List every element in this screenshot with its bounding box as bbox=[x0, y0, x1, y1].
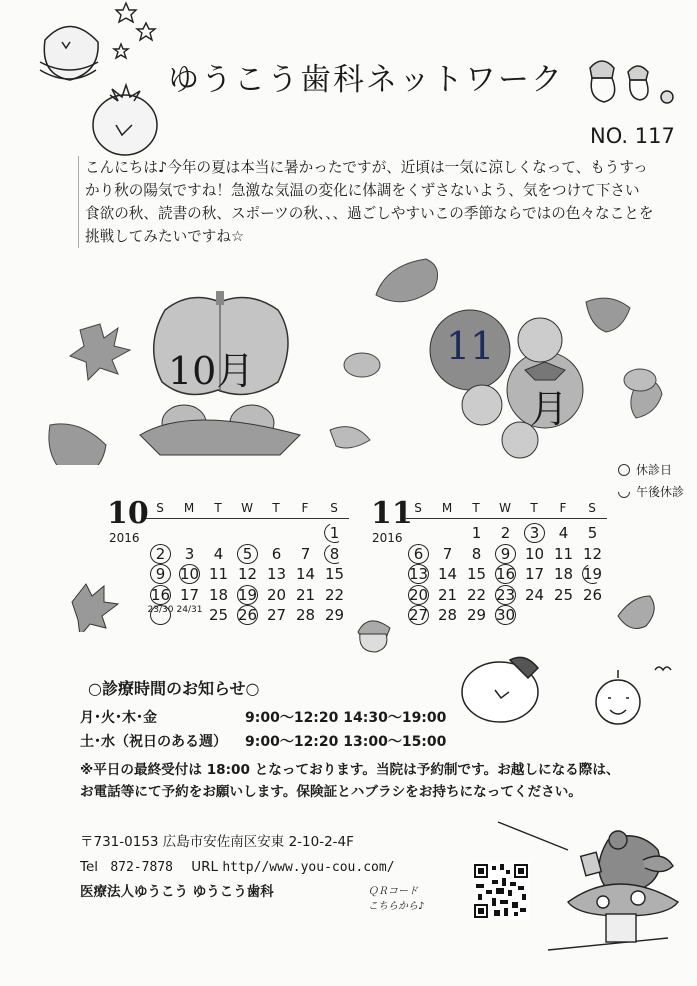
calendar-empty bbox=[175, 523, 204, 544]
calendar-day: 7 bbox=[442, 544, 453, 563]
calendar-day: 26 bbox=[233, 605, 262, 626]
legend-afternoon-label: 午後休診 bbox=[636, 485, 685, 499]
calendar-day: 21 bbox=[295, 585, 316, 604]
calendar-day: 29 bbox=[324, 606, 345, 624]
november-label-unit: 月 bbox=[530, 387, 569, 431]
calendar-day: 24/31 bbox=[176, 605, 203, 615]
closed-mark-icon bbox=[618, 464, 630, 476]
calendar-empty bbox=[204, 523, 233, 544]
weekday-label: T bbox=[214, 501, 223, 515]
calendar-day: 5 bbox=[587, 524, 598, 542]
calendar-day: 1 bbox=[471, 524, 482, 542]
calendar-day: 12 bbox=[237, 565, 258, 583]
calendar-day: 14 bbox=[295, 565, 316, 583]
weekday-label: S bbox=[330, 501, 339, 515]
hours-row bbox=[80, 706, 446, 730]
calendar-day: 28 bbox=[437, 606, 458, 624]
notice-title: ○診療時間のお知らせ○ bbox=[88, 679, 260, 698]
hours-row bbox=[80, 730, 446, 754]
acorn-icon bbox=[350, 608, 400, 658]
hours-times: 9:00～12:20 14:30～19:00 bbox=[245, 710, 447, 726]
calendar-day: 25 bbox=[553, 585, 574, 604]
calendar-day: 26 bbox=[582, 585, 603, 604]
calendar-day: 4 bbox=[213, 544, 224, 563]
calendar-day: 18 bbox=[553, 565, 574, 583]
autumn-illustration bbox=[0, 255, 697, 465]
calendar-day: 1 bbox=[320, 523, 349, 544]
calendar-day: 11 bbox=[553, 544, 574, 563]
newsletter-title: ゆうこう歯科ネットワーク bbox=[168, 62, 564, 98]
calendar-day: 2 bbox=[146, 544, 175, 565]
calendar-day: 25 bbox=[208, 606, 229, 624]
url-label: URL bbox=[191, 858, 219, 875]
hours-times: 9:00～12:20 13:00～15:00 bbox=[245, 734, 447, 750]
calendar-day: 3 bbox=[184, 544, 195, 563]
address: 〒731-0153 広島市安佐南区安東 2-10-2-4F bbox=[80, 834, 354, 850]
november-year: 2016 bbox=[372, 531, 403, 545]
calendar-day: 30 bbox=[491, 605, 520, 626]
weekday-label: S bbox=[156, 501, 165, 515]
calendar-day: 14 bbox=[437, 565, 458, 583]
calendar-day: 27 bbox=[404, 605, 433, 626]
calendar-day: 8 bbox=[320, 544, 349, 565]
calendar-day: 19 bbox=[578, 564, 607, 585]
tel-label: Tel bbox=[80, 858, 99, 875]
issue-number: NO. 117 bbox=[590, 124, 675, 148]
legend-afternoon bbox=[618, 483, 684, 500]
calendar-empty bbox=[233, 523, 262, 544]
calendar-day: 23/30 bbox=[146, 605, 175, 626]
weekday-label: W bbox=[499, 501, 512, 515]
half-closed-mark-icon bbox=[616, 483, 633, 500]
calendar-day: 12 bbox=[582, 544, 603, 563]
calendar-day: 23 bbox=[491, 585, 520, 606]
hours-days: 月･火･木･金 bbox=[80, 710, 157, 726]
calendar-day: 13 bbox=[266, 565, 287, 583]
weekday-label: S bbox=[414, 501, 423, 515]
weekday-label: T bbox=[272, 501, 281, 515]
calendar-day: 2 bbox=[500, 524, 511, 542]
calendar-day: 16 bbox=[146, 585, 175, 606]
calendar-day: 10 bbox=[524, 544, 545, 563]
november-month: 11 bbox=[371, 496, 413, 531]
intro-text: こんにちは♪今年の夏は本当に暑かったですが、近頃は一気に涼しくなって、もうすっ かり秋の陽気ですね！急激な気温の変化に体調をくずさないよう、気をつけて下さい 食欲の秋、読書の秋、スポーツの秋、、、過ごしやすいこの季節ならではの色々なことを 挑戦してみたいですね☆ bbox=[78, 156, 681, 248]
tel-number: 872-7878 bbox=[110, 859, 173, 875]
november-weekdays bbox=[404, 501, 607, 519]
hours-list bbox=[80, 706, 446, 754]
october-calendar bbox=[146, 501, 349, 626]
calendar-day: 24 bbox=[524, 585, 545, 604]
leaf-icon bbox=[610, 590, 670, 640]
calendar-day: 16 bbox=[491, 564, 520, 585]
persimmon-icon bbox=[93, 85, 157, 155]
calendar-day: 18 bbox=[208, 585, 229, 604]
qr-label: ＱＲコード こちらから♪ bbox=[368, 886, 425, 912]
bear-reading-illustration bbox=[488, 810, 688, 960]
reservation-note: ※平日の最終受付は 18:00 となっております。当院は予約制です。お越しになる際は、 お電話等にて予約をお願いします。保険証とハブラシをお持ちになってください。 bbox=[80, 762, 620, 800]
calendar-day: 6 bbox=[404, 544, 433, 565]
calendar-day: 8 bbox=[471, 544, 482, 563]
calendar-day: 9 bbox=[146, 564, 175, 585]
calendar-empty bbox=[520, 605, 549, 626]
calendar-day: 7 bbox=[300, 544, 311, 563]
legend-closed bbox=[618, 461, 672, 478]
calendar-empty bbox=[433, 523, 462, 544]
november-label-number: 11 bbox=[446, 324, 495, 368]
calendar-day: 6 bbox=[271, 544, 282, 563]
calendar-day: 4 bbox=[558, 524, 569, 542]
calendar-day: 10 bbox=[175, 564, 204, 585]
calendar-day: 29 bbox=[466, 606, 487, 624]
calendar-day: 5 bbox=[233, 544, 262, 565]
calendar-empty bbox=[146, 523, 175, 544]
acorn-icon bbox=[590, 61, 673, 103]
calendar-day: 22 bbox=[324, 585, 345, 604]
calendar-empty bbox=[262, 523, 291, 544]
november-days bbox=[404, 523, 607, 626]
weekday-label: M bbox=[183, 501, 196, 515]
weekday-label: F bbox=[559, 501, 568, 515]
weekday-label: T bbox=[472, 501, 481, 515]
calendar-empty bbox=[549, 605, 578, 626]
calendar-empty bbox=[291, 523, 320, 544]
calendar-day: 19 bbox=[233, 585, 262, 606]
contact-block bbox=[80, 830, 395, 905]
calendar-day: 17 bbox=[179, 585, 200, 604]
october-weekdays bbox=[146, 501, 349, 519]
calendar-day: 27 bbox=[266, 606, 287, 624]
calendar-empty bbox=[578, 605, 607, 626]
october-year: 2016 bbox=[109, 531, 140, 545]
calendar-day: 15 bbox=[324, 565, 345, 583]
legend-closed-label: 休診日 bbox=[636, 463, 673, 477]
clinic-name: 医療法人ゆうこう ゆうこう歯科 bbox=[80, 884, 274, 900]
weekday-label: M bbox=[441, 501, 454, 515]
calendar-day: 9 bbox=[491, 544, 520, 565]
november-calendar bbox=[404, 501, 607, 626]
chestnut-icon bbox=[40, 26, 98, 80]
october-label: 10月 bbox=[168, 349, 255, 393]
calendar-day: 11 bbox=[208, 565, 229, 583]
calendar-day: 20 bbox=[266, 585, 287, 604]
calendar-day: 17 bbox=[524, 565, 545, 583]
calendar-day: 21 bbox=[437, 585, 458, 604]
calendar-day: 28 bbox=[295, 606, 316, 624]
october-days bbox=[146, 523, 349, 626]
weekday-label: S bbox=[588, 501, 597, 515]
october-month: 10 bbox=[107, 496, 149, 531]
calendar-day: 3 bbox=[520, 523, 549, 544]
weekday-label: F bbox=[301, 501, 310, 515]
website-link[interactable]: http//www.you-cou.com/ bbox=[222, 859, 395, 875]
calendar-day: 15 bbox=[466, 565, 487, 583]
weekday-label: T bbox=[530, 501, 539, 515]
calendar-day: 13 bbox=[404, 564, 433, 585]
phone-url-line bbox=[80, 855, 395, 881]
star-icon bbox=[114, 3, 155, 58]
calendar-empty bbox=[404, 523, 433, 544]
leaf-icon bbox=[62, 572, 122, 632]
calendar-day: 20 bbox=[404, 585, 433, 606]
calendar-day: 22 bbox=[466, 585, 487, 604]
hours-days: 土･水（祝日のある週） bbox=[80, 734, 227, 750]
weekday-label: W bbox=[241, 501, 254, 515]
character-doodle bbox=[440, 640, 680, 740]
